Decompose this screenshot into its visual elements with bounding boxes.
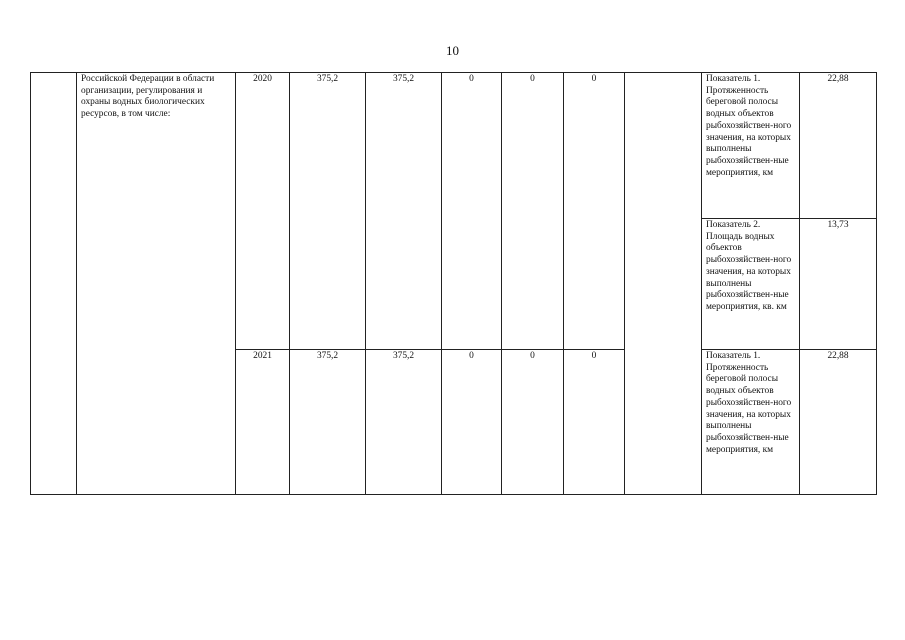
amount-cell: 0 — [442, 350, 502, 495]
program-table — [30, 72, 877, 495]
table-row — [31, 73, 877, 219]
number-cell — [31, 73, 77, 495]
amount-cell: 0 — [442, 73, 502, 350]
amount-cell: 375,2 — [366, 350, 442, 495]
indicator-label-cell: Показатель 2. Площадь водных объектов рыбохозяйствен-ного значения, на которых выполнены рыбохозяйствен-ные мероприятия, кв. км — [702, 219, 800, 350]
amount-cell: 375,2 — [366, 73, 442, 350]
indicator-label-cell: Показатель 1. Протяженность береговой полосы водных объектов рыбохозяйствен-ного значения, на которых выполнены рыбохозяйствен-ные мероприятия, км — [702, 73, 800, 219]
amount-cell: 375,2 — [290, 73, 366, 350]
indicator-value-cell: 22,88 — [800, 73, 877, 219]
page-number: 10 — [446, 43, 459, 58]
description-cell: Российской Федерации в области организации, регулирования и охраны водных биологических ресурсов, в том числе: — [77, 73, 236, 495]
amount-cell: 0 — [564, 73, 625, 350]
indicator-value-cell: 13,73 — [800, 219, 877, 350]
amount-cell: 0 — [502, 73, 564, 350]
amount-cell: 375,2 — [290, 350, 366, 495]
year-cell: 2020 — [236, 73, 290, 350]
indicator-value-cell: 22,88 — [800, 350, 877, 495]
year-cell: 2021 — [236, 350, 290, 495]
indicator-label-cell: Показатель 1. Протяженность береговой полосы водных объектов рыбохозяйствен-ного значения, на которых выполнены рыбохозяйствен-ные мероприятия, км — [702, 350, 800, 495]
amount-cell: 0 — [502, 350, 564, 495]
amount-cell: 0 — [564, 350, 625, 495]
empty-cell — [625, 73, 702, 495]
